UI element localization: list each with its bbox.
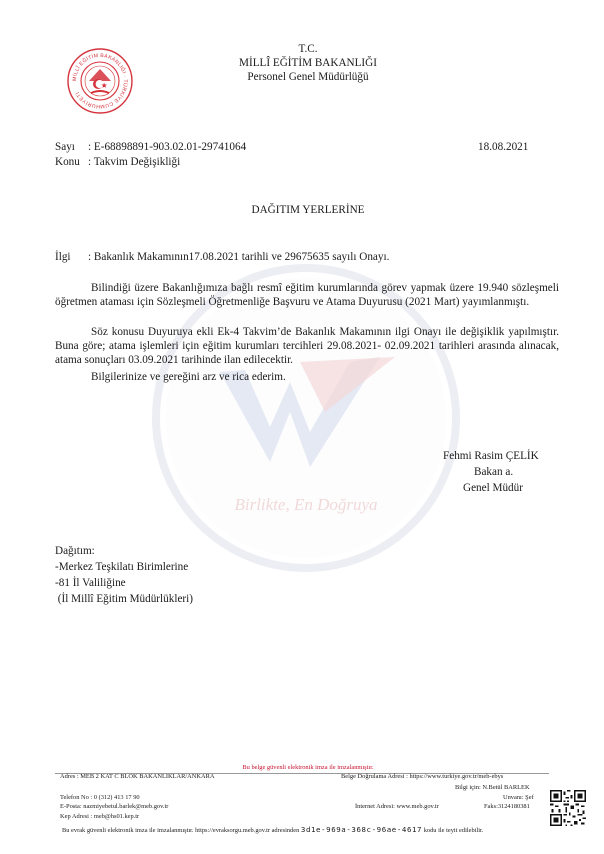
footer-internet[interactable]: İnternet Adresi: www.meb.gov.tr xyxy=(355,803,439,810)
ministry-seal xyxy=(67,48,133,114)
footer-role: Unvanı: Şef xyxy=(503,794,534,801)
distribution-item: -81 İl Valiliğine xyxy=(55,577,126,589)
konu-label: Konu xyxy=(55,156,80,168)
footer-bottom-note-end: kodu ile teyit edilebilir. xyxy=(423,827,484,834)
header-tc: T.C. xyxy=(298,43,318,55)
konu-value: : Takvim Değişikliği xyxy=(88,156,181,168)
esign-note: Bu belge güvenli elektronik imza ile imzalanmıştır. xyxy=(242,764,374,771)
footer-phone: Telefon No : 0 (312) 413 17 90 xyxy=(60,794,140,801)
document-date: 18.08.2021 xyxy=(478,141,529,153)
signer-name: Fehmi Rasim ÇELİK xyxy=(443,450,539,462)
distribution-title: Dağıtım: xyxy=(55,545,95,557)
header-ministry: MİLLÎ EĞİTİM BAKANLIĞI xyxy=(239,57,377,69)
ilgi-value: : Bakanlık Makamının17.08.2021 tarihli ve 29675635 sayılı Onayı. xyxy=(88,251,390,263)
body-paragraph-3: Bilgilerinize ve gereğini arz ve rica ederim. xyxy=(91,371,286,383)
footer-verify: Belge Doğrulama Adresi : https://www.turkiye.gov.tr/meb-ebys xyxy=(341,773,504,780)
signer-title: Genel Müdür xyxy=(463,482,523,494)
footer-address: Adres : MEB 2 KAT C BLOK BAKANLIKLAR/ANKARA xyxy=(60,773,215,780)
watermark-slogan: Birlikte, En Doğruya xyxy=(234,495,378,514)
footer-email[interactable]: E-Posta: nazmiyebetul.barlek@meb.gov.tr xyxy=(60,803,169,810)
signer-proxy: Bakan a. xyxy=(474,466,514,478)
footer-bottom-note-text: Bu evrak güvenli elektronik imza ile imzalanmıştır. https://evraksorgu.meb.gov.tr adresinden xyxy=(62,827,300,834)
footer-fax: Faks:3124180381 xyxy=(484,803,530,810)
addressee: DAĞITIM YERLERİNE xyxy=(251,204,365,216)
sayi-value: : E-68898891-903.02.01-29741064 xyxy=(88,141,247,153)
header-department: Personel Genel Müdürlüğü xyxy=(247,71,369,83)
footer-kep: Kep Adresi : meb@hs01.kep.tr xyxy=(60,813,140,820)
seal-text: MİLLÎ EĞİTİM BAKANLIĞI · TÜRKİYE CUMHURİYETİ xyxy=(71,52,129,110)
body-paragraph-1: Bilindiği üzere Bakanlığımıza bağlı resmî eğitim kurumlarında görev yapmak üzere 19.940 sözleşmeli öğretmen ataması için Sözleşmeli Öğretmenliğe Başvuru ve Atama Duyurusu (2021 Mart) yayımlanmıştı. xyxy=(55,282,559,308)
qr-code-icon xyxy=(550,790,586,826)
footer-bottom-note xyxy=(62,826,483,835)
distribution-item: -Merkez Teşkilatı Birimlerine xyxy=(55,561,189,573)
distribution-item: (İl Millî Eğitim Müdürlükleri) xyxy=(55,593,193,605)
verification-code: 3d1e-969a-368c-96ae-4617 xyxy=(300,825,423,834)
ilgi-label: İlgi xyxy=(55,251,71,263)
body-paragraph-2: Söz konusu Duyuruya ekli Ek-4 Takvim’de Bakanlık Makamının ilgi Onayı ile değişiklik yapılmıştır. Buna göre; atama işlemleri için eğitim kurumları tercihleri 29.08.2021- 02.09.2021 tarihleri arasında alınacak, atama sonuçları 03.09.2021 tarihinde ilan edilecektir. xyxy=(55,326,559,366)
footer-info-for: Bilgi için: N.Betül BARLEK xyxy=(455,784,530,791)
sayi-label: Sayı xyxy=(55,141,75,153)
